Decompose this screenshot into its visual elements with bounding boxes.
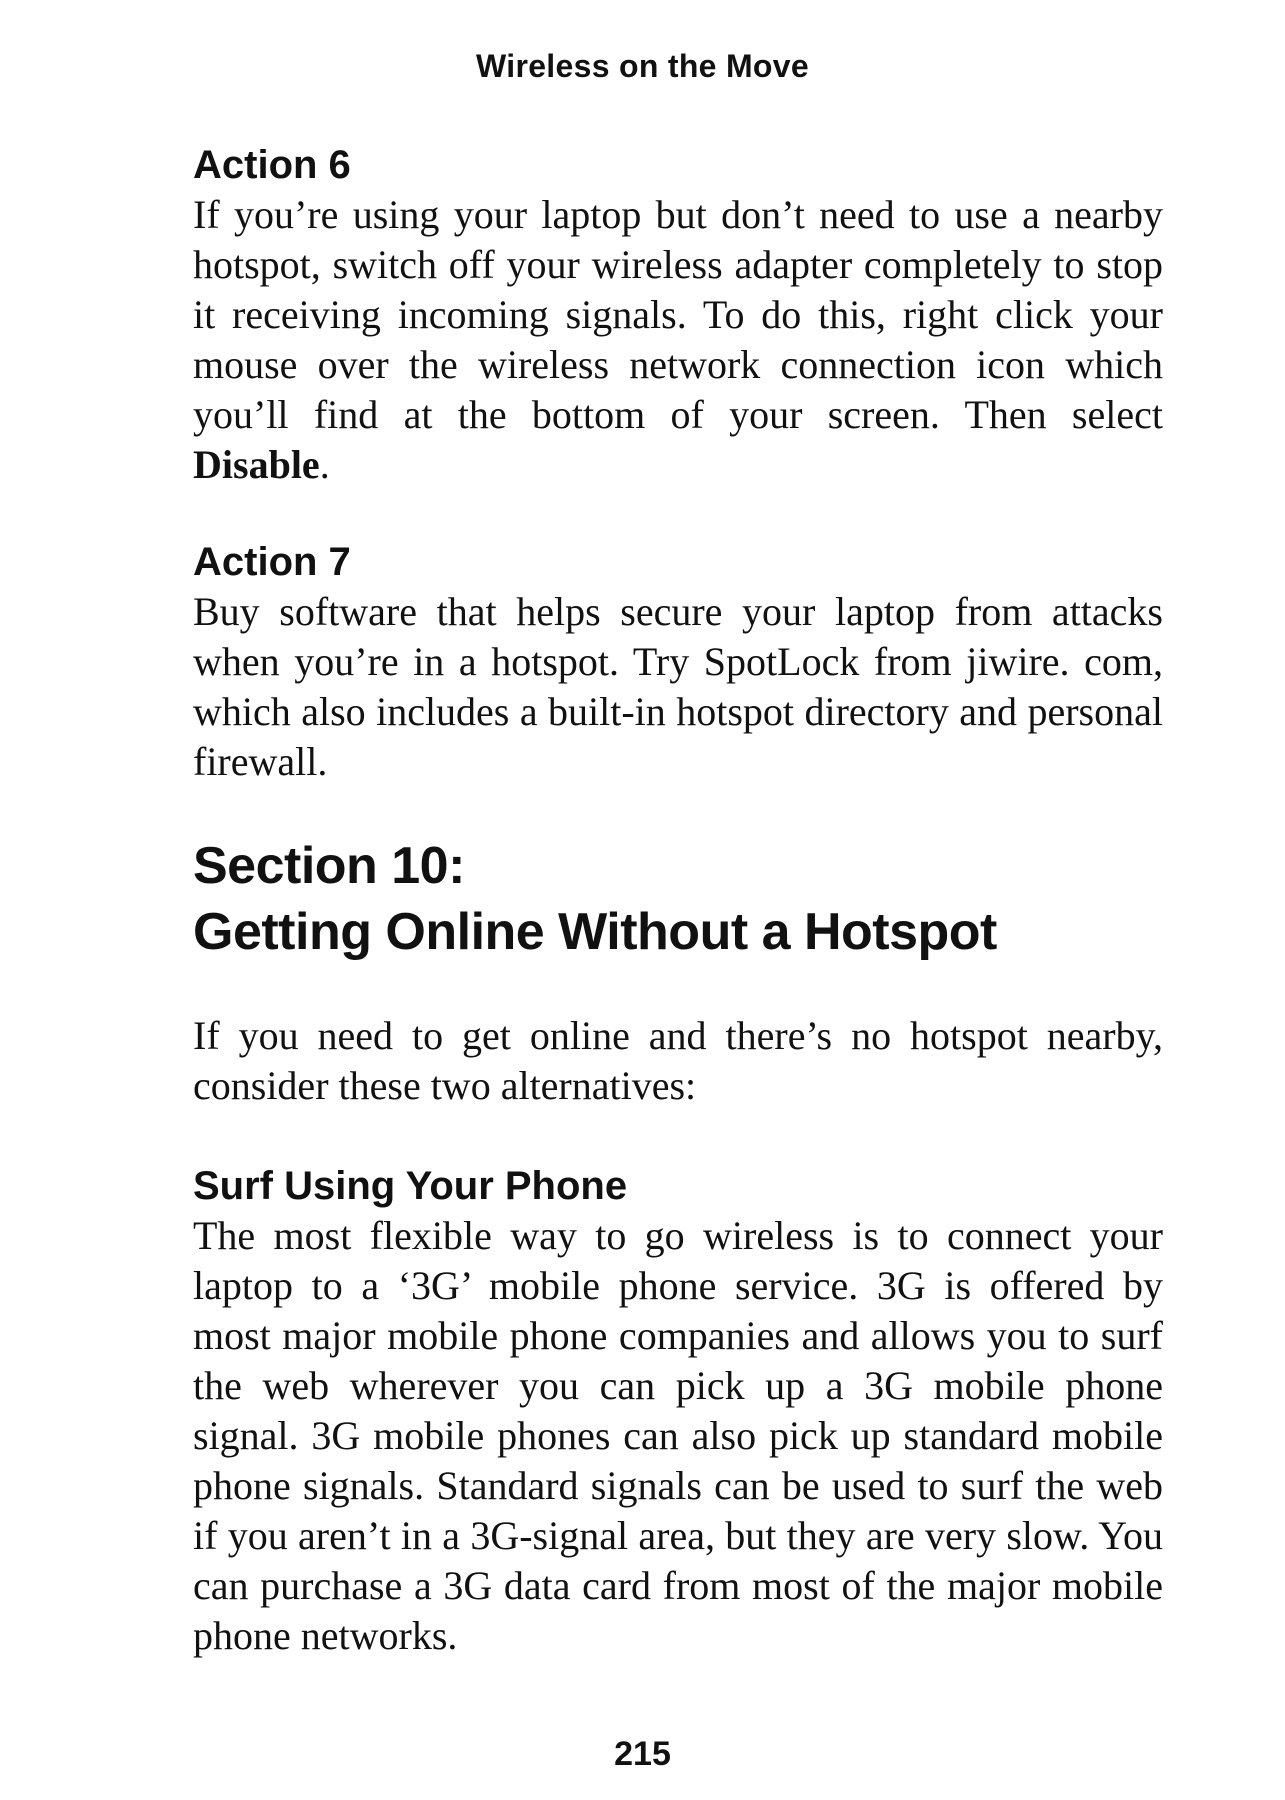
action-6-text-main: If you’re using your laptop but don’t need to use a nearby hotspot, switch off your wireless adapter completely to stop it receiving incoming signals. To do this, right click your mouse over the wireless network connection icon which you’ll find at the bottom of your screen. Then select [193,192,1163,437]
section-10-intro: If you need to get online and there’s no hotspot nearby, consider these two alternatives: [193,1013,1163,1108]
section-10-heading [193,833,1163,965]
page-number: 215 [614,1735,671,1773]
action-7-block [193,537,1163,787]
section-10-title: Getting Online Without a Hotspot [193,903,997,961]
running-head: Wireless on the Move [476,48,809,84]
action-6-text [193,190,1163,490]
page-content [193,140,1163,1661]
section-10-number: Section 10: [193,837,465,895]
surf-phone-heading: Surf Using Your Phone [193,1164,628,1208]
surf-phone-block [193,1161,1163,1661]
surf-phone-text: The most flexible way to go wireless is to connect your laptop to a ‘3G’ mobile phone service. 3G is offered by most major mobile phone companies and allows you to surf the web wherever you can pick up a 3G mobile phone signal. 3G mobile phones can also pick up standard mobile phone signals. Standard signals can be used to surf the web if you aren’t in a 3G-signal area, but they are very slow. You can purchase a 3G data card from most of the major mobile phone networks. [193,1213,1163,1658]
action-6-text-end: . [319,442,330,487]
action-6-heading: Action 6 [193,143,351,187]
disable-term: Disable [193,442,320,487]
action-7-heading: Action 7 [193,540,351,584]
action-7-text: Buy software that helps secure your laptop from attacks when you’re in a hotspot. Try SpotLock from jiwire. com, which also includes a built-in hotspot directory and personal firewall. [193,589,1163,784]
action-6-block [193,140,1163,490]
